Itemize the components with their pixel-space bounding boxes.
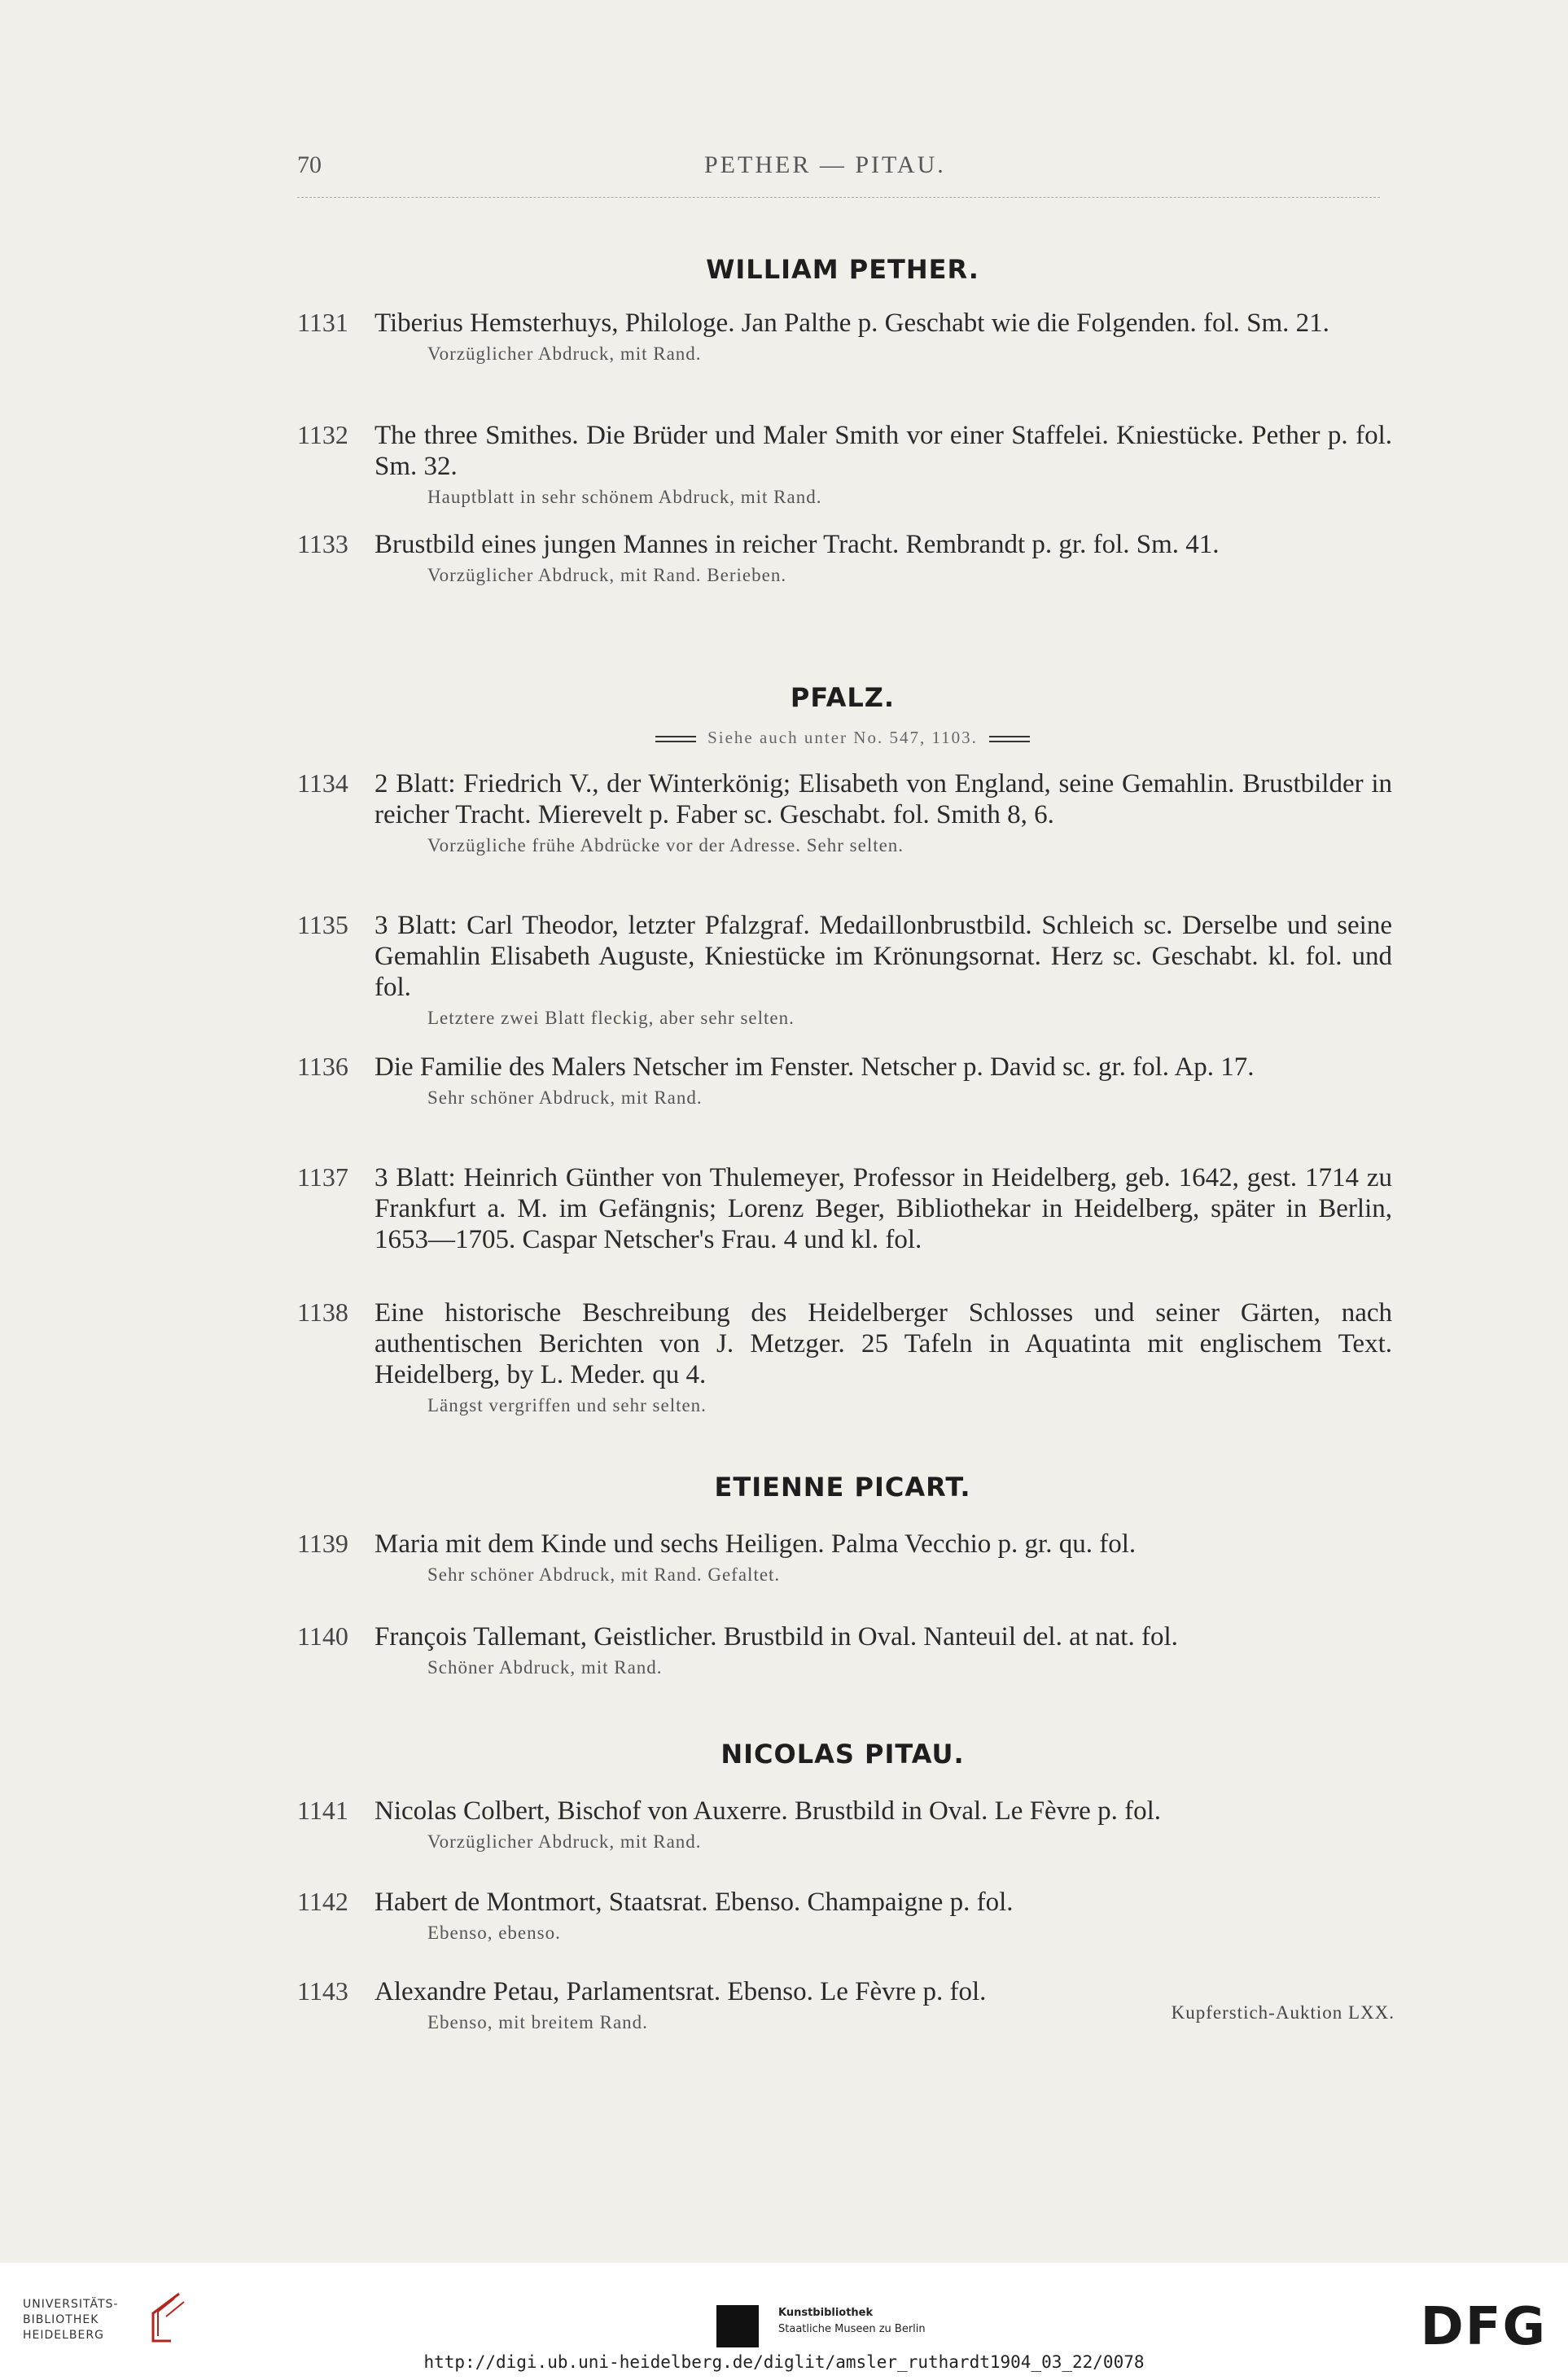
catalog-entry xyxy=(297,910,1392,1029)
bottom-bar xyxy=(0,2263,1568,2380)
page-number: 70 xyxy=(297,151,322,178)
section-title-pether: WILLIAM PETHER. xyxy=(706,254,979,285)
section-title-picart: ETIENNE PICART. xyxy=(714,1472,971,1503)
catalog-entry xyxy=(297,1796,1392,1853)
kunstbibliothek-mark-icon xyxy=(716,2305,759,2347)
entry-number: 1138 xyxy=(297,1297,348,1327)
entry-text: Habert de Montmort, Staatsrat. Ebenso. Champaigne p. fol. xyxy=(374,1888,1014,1917)
catalog-entry xyxy=(297,1529,1392,1586)
catalog-entry xyxy=(297,529,1392,586)
section-title-pfalz: PFALZ. xyxy=(790,682,896,713)
footer-credit: Kupferstich-Auktion LXX. xyxy=(1171,2002,1395,2023)
entry-number: 1134 xyxy=(297,768,348,798)
see-also-note xyxy=(297,728,1388,748)
section-title-pitau: NICOLAS PITAU. xyxy=(720,1739,965,1770)
entry-text: Tiberius Hemsterhuys, Philologe. Jan Palthe p. Geschabt wie die Folgenden. fol. Sm. 21. xyxy=(374,308,1329,338)
entry-note: Letztere zwei Blatt fleckig, aber sehr selten. xyxy=(427,1008,795,1028)
entry-text: The three Smithes. Die Brüder und Maler Smith vor einer Staffelei. Kniestücke. Pether p. fol. Sm. 32. xyxy=(374,421,1392,481)
entry-text: Eine historische Beschreibung des Heidelberger Schlosses und seiner Gärten, nach authentischen Berichten von J. Metzger. 25 Tafeln in Aquatinta mit englischem Text. Heidelberg, by L. Meder. qu 4. xyxy=(374,1298,1392,1389)
catalog-entry xyxy=(297,1887,1392,1944)
catalog-entry xyxy=(297,308,1392,365)
entry-number: 1136 xyxy=(297,1052,348,1081)
catalog-entry xyxy=(297,1052,1392,1109)
entry-text: Alexandre Petau, Parlamentsrat. Ebenso. Le Fèvre p. fol. xyxy=(374,1977,987,2006)
entry-number: 1142 xyxy=(297,1887,348,1916)
entry-number: 1135 xyxy=(297,910,348,939)
entry-note: Vorzüglicher Abdruck, mit Rand. Berieben. xyxy=(427,565,787,585)
running-head: PETHER — PITAU. xyxy=(704,151,946,178)
entry-text: Die Familie des Malers Netscher im Fenster. Netscher p. David sc. gr. fol. Ap. 17. xyxy=(374,1052,1255,1082)
entry-text: Nicolas Colbert, Bischof von Auxerre. Brustbild in Oval. Le Fèvre p. fol. xyxy=(374,1796,1161,1826)
entry-note: Vorzüglicher Abdruck, mit Rand. xyxy=(427,1831,702,1852)
entry-note: Sehr schöner Abdruck, mit Rand. xyxy=(427,1087,703,1108)
university-library-logo[interactable] xyxy=(23,2297,118,2343)
entry-note: Ebenso, ebenso. xyxy=(427,1923,561,1943)
entry-text: Maria mit dem Kinde und sechs Heiligen. Palma Vecchio p. gr. qu. fol. xyxy=(374,1529,1137,1559)
entry-text: Brustbild eines jungen Mannes in reicher Tracht. Rembrandt p. gr. fol. Sm. 41. xyxy=(374,530,1220,559)
entry-number: 1131 xyxy=(297,308,348,337)
entry-number: 1132 xyxy=(297,420,348,449)
entry-number: 1139 xyxy=(297,1529,348,1558)
uni-line-3: HEIDELBERG xyxy=(23,2329,104,2342)
entry-note: Hauptblatt in sehr schönem Abdruck, mit Rand. xyxy=(427,487,822,507)
entry-note: Vorzüglicher Abdruck, mit Rand. xyxy=(427,343,702,364)
kb-title: Kunstbibliothek xyxy=(778,2307,874,2319)
uni-line-2: BIBLIOTHEK xyxy=(23,2313,99,2326)
catalog-entry xyxy=(297,420,1392,508)
uni-line-1: UNIVERSITÄTS- xyxy=(23,2298,119,2311)
source-url-link[interactable]: http://digi.ub.uni-heidelberg.de/diglit/amsler_ruthardt1904_03_22/0078 xyxy=(423,2352,1145,2372)
header-rule xyxy=(297,197,1380,198)
catalog-entry xyxy=(297,1297,1392,1416)
catalog-entry xyxy=(297,1621,1392,1678)
dfg-logo[interactable]: DFG xyxy=(1420,2297,1547,2357)
entry-number: 1143 xyxy=(297,1976,348,2006)
catalog-entry xyxy=(297,768,1392,856)
entry-note: Ebenso, mit breitem Rand. xyxy=(427,2012,648,2032)
double-rule-right xyxy=(989,736,1030,742)
double-rule-left xyxy=(655,736,696,742)
entry-note: Vorzügliche frühe Abdrücke vor der Adresse. Sehr selten. xyxy=(427,835,904,855)
catalog-entry xyxy=(297,1162,1392,1255)
entry-text: François Tallemant, Geistlicher. Brustbild in Oval. Nanteuil del. at nat. fol. xyxy=(374,1622,1178,1652)
entry-number: 1141 xyxy=(297,1796,348,1825)
entry-number: 1137 xyxy=(297,1162,348,1192)
entry-number: 1133 xyxy=(297,529,348,558)
kb-subtitle: Staatliche Museen zu Berlin xyxy=(778,2323,926,2335)
entry-number: 1140 xyxy=(297,1621,348,1651)
page-header xyxy=(297,151,1388,200)
university-mark-icon xyxy=(138,2290,187,2347)
see-also-text: Siehe auch unter No. 547, 1103. xyxy=(707,728,978,747)
entry-note: Längst vergriffen und sehr selten. xyxy=(427,1395,707,1415)
entry-note: Schöner Abdruck, mit Rand. xyxy=(427,1657,663,1678)
entry-text: 3 Blatt: Heinrich Günther von Thulemeyer, Professor in Heidelberg, geb. 1642, gest. 1714 zu Frankfurt a. M. im Gefängnis; Lorenz Beger, Bibliothekar in Heidelberg, später in Berlin, 1653—1705. Caspar Netscher's Frau. 4 und kl. fol. xyxy=(374,1163,1392,1254)
entry-text: 2 Blatt: Friedrich V., der Winterkönig; Elisabeth von England, seine Gemahlin. Brustbilder in reicher Tracht. Mierevelt p. Faber sc. Geschabt. fol. Smith 8, 6. xyxy=(374,769,1392,829)
entry-note: Sehr schöner Abdruck, mit Rand. Gefaltet. xyxy=(427,1564,781,1585)
entry-text: 3 Blatt: Carl Theodor, letzter Pfalzgraf. Medaillonbrustbild. Schleich sc. Derselbe und seine Gemahlin Elisabeth Auguste, Kniestücke im Krönungsornat. Herz sc. Geschabt. kl. fol. und fol. xyxy=(374,911,1392,1002)
